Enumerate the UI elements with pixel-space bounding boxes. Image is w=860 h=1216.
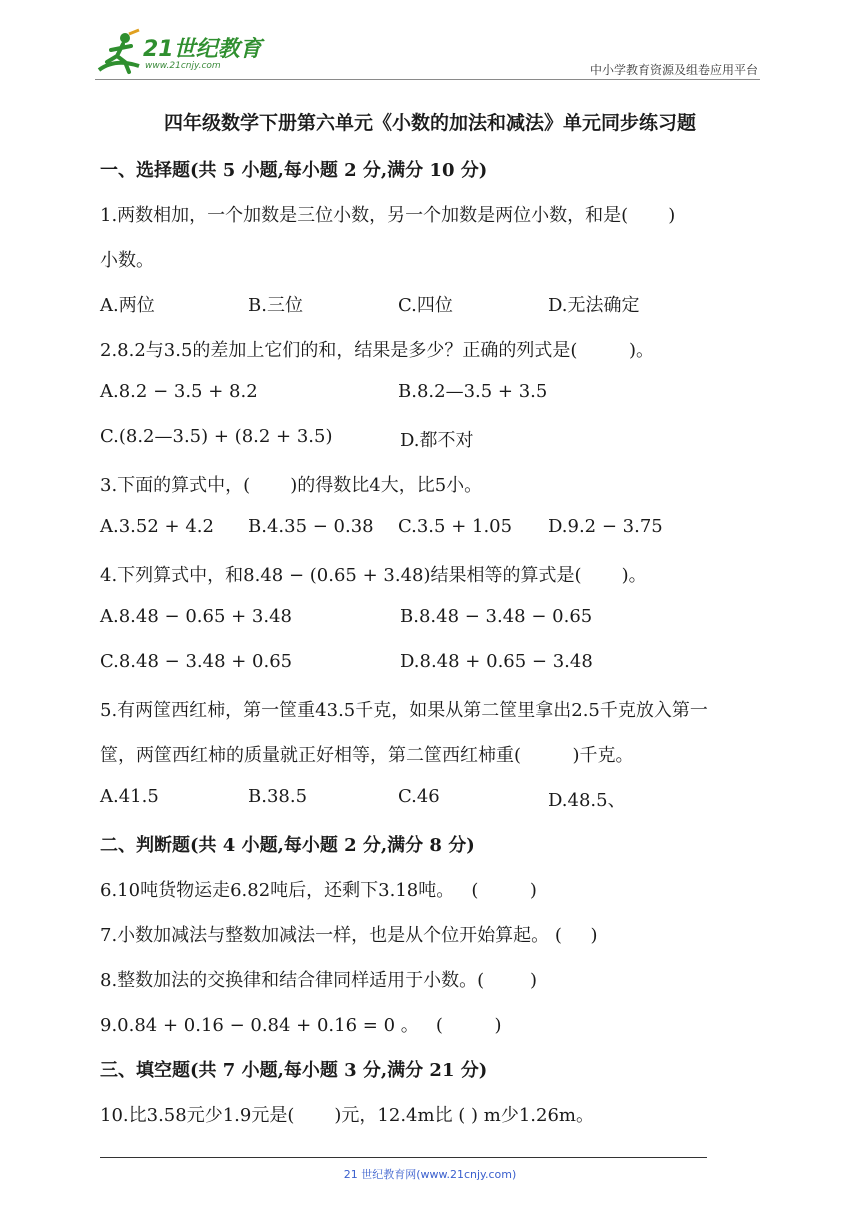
- question-5-line-2: 筐，两筐西红柿的质量就正好相等，第二筐西红柿重( )千克。: [100, 745, 634, 766]
- option: D.无法确定: [548, 295, 640, 316]
- option: A.8.48 − 0.65 + 3.48: [100, 606, 293, 627]
- question-9: 9.0.84 + 0.16 − 0.84 + 0.16 = 0 。 ( ): [100, 1015, 502, 1036]
- question-7: 7.小数加减法与整数加减法一样，也是从个位开始算起。 ( ): [100, 925, 598, 946]
- option: D.48.5、: [548, 790, 626, 811]
- section-heading-choice: 一、选择题(共 5 小题,每小题 2 分,满分 10 分): [100, 160, 488, 181]
- footer-link[interactable]: 21 世纪教育网(www.21cnjy.com): [343, 1168, 517, 1181]
- option: D.都不对: [400, 430, 474, 451]
- question-1-line-1: 1.两数相加，一个加数是三位小数，另一个加数是两位小数，和是( ): [100, 205, 676, 226]
- question-8: 8.整数加法的交换律和结合律同样适用于小数。( ): [100, 970, 537, 991]
- option: A.两位: [100, 295, 155, 316]
- question-6: 6.10吨货物运走6.82吨后，还剩下3.18吨。 ( ): [100, 880, 537, 901]
- question-3: 3.下面的算式中，( )的得数比4大，比5小。: [100, 475, 483, 496]
- option: B.38.5: [248, 786, 308, 807]
- option: A.8.2 − 3.5 + 8.2: [100, 381, 258, 402]
- section-heading-fill: 三、填空题(共 7 小题,每小题 3 分,满分 21 分): [100, 1060, 488, 1081]
- question-1-line-2: 小数。: [100, 250, 154, 271]
- header-divider: [95, 79, 760, 80]
- logo: [95, 28, 265, 78]
- option: B.三位: [248, 295, 303, 316]
- logo-text: 21世纪教育: [143, 37, 262, 62]
- option: C.8.48 − 3.48 + 0.65: [100, 651, 293, 672]
- option: D.9.2 − 3.75: [548, 516, 663, 537]
- page-title: 四年级数学下册第六单元《小数的加法和减法》单元同步练习题: [163, 112, 696, 134]
- option: B.4.35 − 0.38: [248, 516, 374, 537]
- question-10: 10.比3.58元少1.9元是( )元，12.4m比 ( ) m少1.26m。: [100, 1105, 594, 1126]
- logo-url: www.21cnjy.com: [145, 61, 221, 71]
- option: B.8.2—3.5 + 3.5: [398, 381, 548, 402]
- option: D.8.48 + 0.65 − 3.48: [400, 651, 593, 672]
- option: C.3.5 + 1.05: [398, 516, 513, 537]
- question-2: 2.8.2与3.5的差加上它们的和，结果是多少？正确的列式是( )。: [100, 340, 654, 361]
- option: C.四位: [398, 295, 453, 316]
- footer-divider: [100, 1157, 707, 1158]
- option: B.8.48 − 3.48 − 0.65: [400, 606, 593, 627]
- question-5-line-1: 5.有两筐西红柿，第一筐重43.5千克，如果从第二筐里拿出2.5千克放入第一: [100, 700, 708, 721]
- option: C.46: [398, 786, 440, 807]
- runner-logo-icon: [95, 28, 145, 78]
- section-heading-judge: 二、判断题(共 4 小题,每小题 2 分,满分 8 分): [100, 835, 475, 856]
- option: A.41.5: [100, 786, 159, 807]
- page-header: [95, 28, 760, 80]
- platform-name: 中小学教育资源及组卷应用平台: [589, 63, 758, 77]
- question-4: 4.下列算式中，和8.48 − (0.65 + 3.48)结果相等的算式是( )。: [100, 565, 647, 586]
- option: C.(8.2—3.5) + (8.2 + 3.5): [100, 426, 333, 447]
- option: A.3.52 + 4.2: [100, 516, 214, 537]
